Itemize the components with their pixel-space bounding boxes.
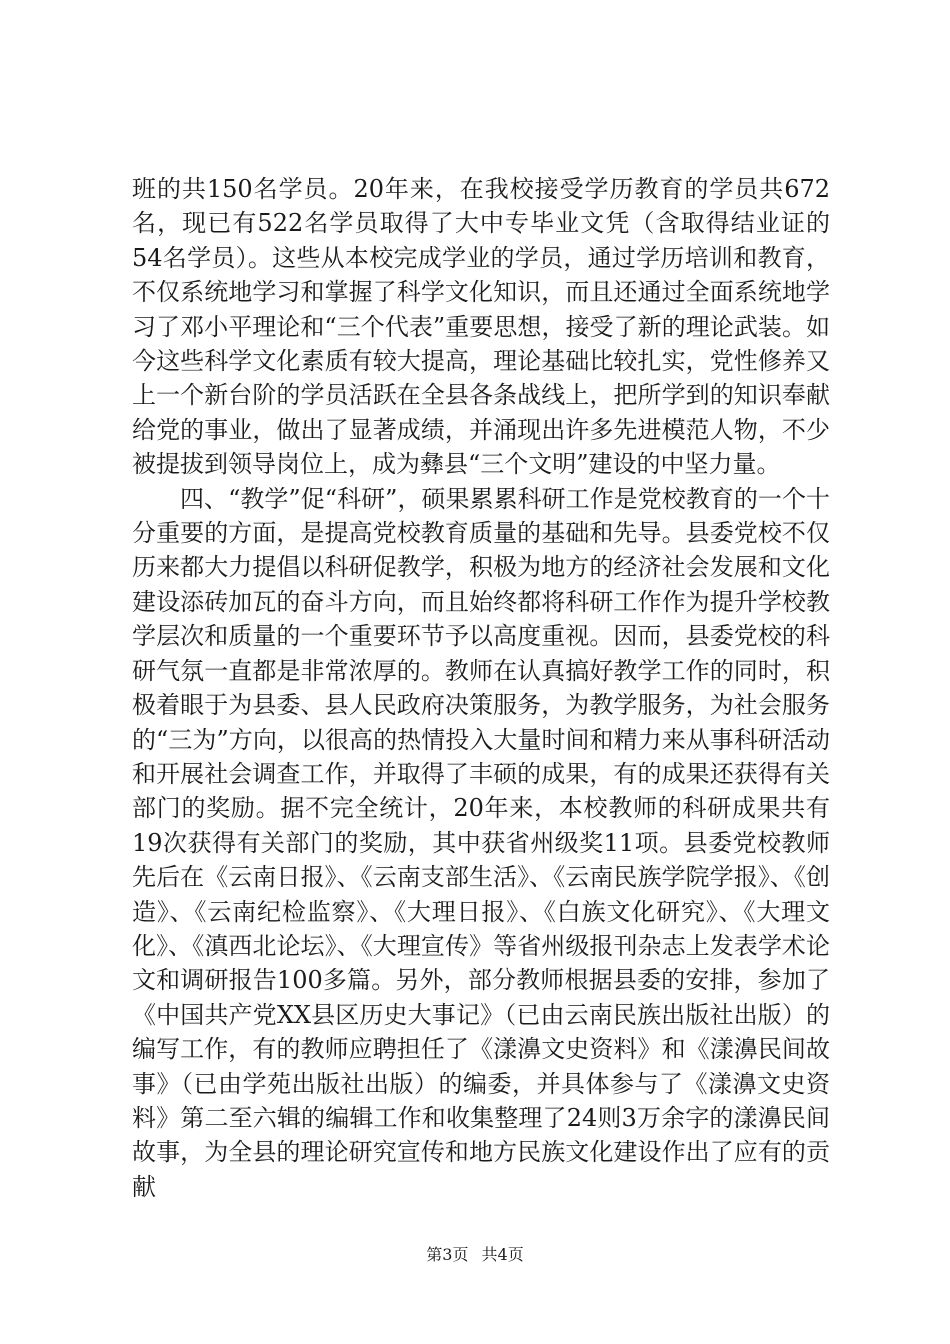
page-total: 共4页 [481,1245,524,1264]
page-footer [0,1242,950,1265]
paragraph-graduates: 班的共150名学员。20年来，在我校接受学历教育的学员共672名，现已有522名学员取得了大中专毕业文凭（含取得结业证的54名学员）。这些从本校完成学业的学员，通过学历培训和教育，不仅系统地学习和掌握了科学文化知识，而且还通过全面系统地学习了邓小平理论和“三个代表”重要思想，接受了新的理论武装。如今这些科学文化素质有较大提高，理论基础比较扎实，党性修养又上一个新台阶的学员活跃在全县各条战线上，把所学到的知识奉献给党的事业，做出了显著成绩，并涌现出许多先进模范人物，不少被提拔到领导岗位上，成为彝县“三个文明”建设的中坚力量。 [132,175,830,479]
document-body [132,172,830,1204]
paragraph-research: 四、“教学”促“科研”，硕果累累科研工作是党校教育的一个十分重要的方面，是提高党校教育质量的基础和先导。县委党校不仅历来都大力提倡以科研促教学，积极为地方的经济社会发展和文化建设添砖加瓦的奋斗方向，而且始终都将科研工作作为提升学校教学层次和质量的一个重要环节予以高度重视。因而，县委党校的科研气氛一直都是非常浓厚的。教师在认真搞好教学工作的同时，积极着眼于为县委、县人民政府决策服务，为教学服务，为社会服务的“三为”方向，以很高的热情投入大量时间和精力来从事科研活动和开展社会调查工作，并取得了丰硕的成果，有的成果还获得有关部门的奖励。据不完全统计，20年来，本校教师的科研成果共有19次获得有关部门的奖励，其中获省州级奖11项。县委党校教师先后在《云南日报》、《云南支部生活》、《云南民族学院学报》、《创造》、《云南纪检监察》、《大理日报》、《白族文化研究》、《大理文化》、《滇西北论坛》、《大理宣传》等省州级报刊杂志上发表学术论文和调研报告100多篇。另外，部分教师根据县委的安排，参加了《中国共产党XX县区历史大事记》（已由云南民族出版社出版）的编写工作，有的教师应聘担任了《漾濞文史资料》和《漾濞民间故事》（已由学苑出版社出版）的编委，并具体参与了《漾濞文史资料》第二至六辑的编辑工作和收集整理了24则3万余字的漾濞民间故事，为全县的理论研究宣传和地方民族文化建设作出了应有的贡献 [132,484,830,1201]
page-number: 第3页 [426,1245,469,1264]
